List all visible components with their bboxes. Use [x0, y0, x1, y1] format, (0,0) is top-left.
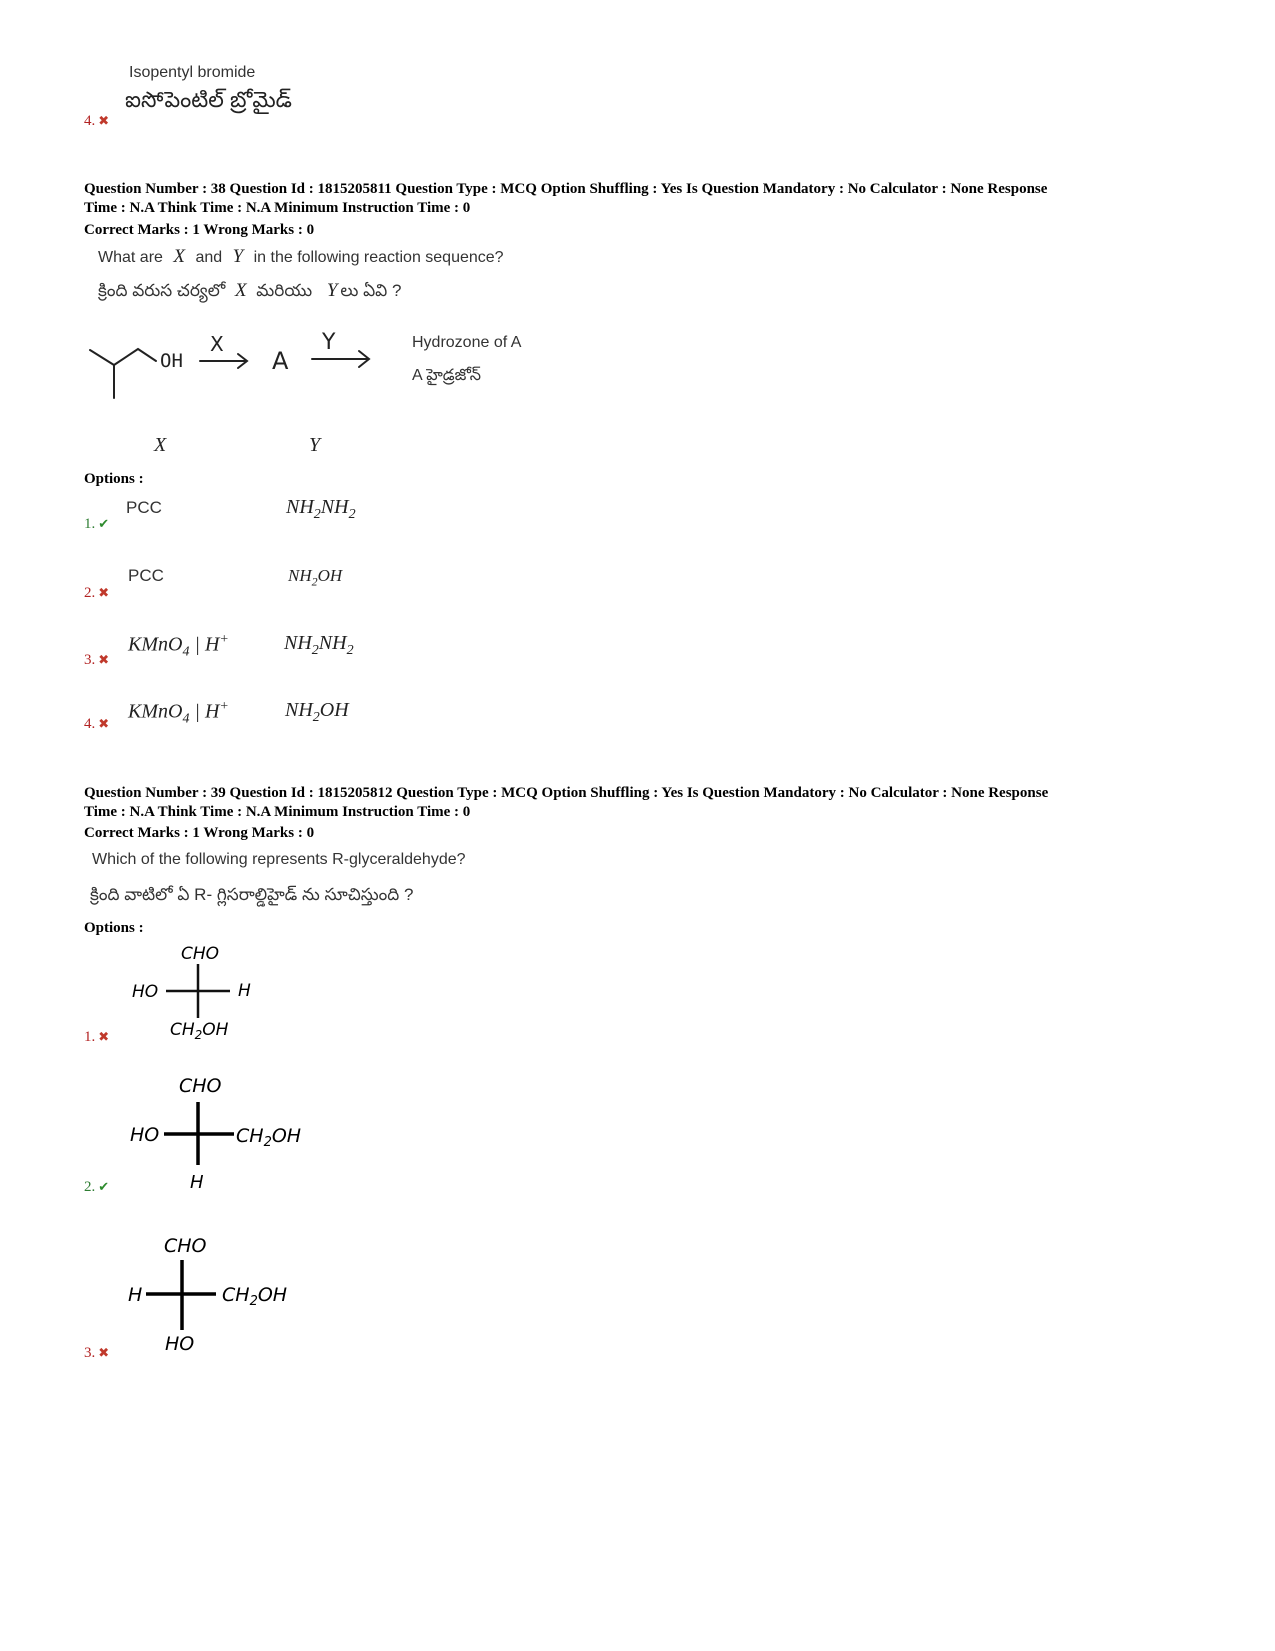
formula-part: NH: [284, 632, 312, 654]
fischer-projection: [126, 1230, 316, 1360]
options-label: Options :: [84, 920, 144, 936]
formula-subscript: 2: [311, 643, 319, 658]
fischer-right-group: H: [238, 981, 251, 1001]
question-text-te-part: లు ఏవి ?: [340, 281, 402, 300]
fischer-cross: [166, 964, 230, 1018]
options-label: Options :: [84, 471, 144, 487]
formula-part: KMnO: [128, 633, 183, 656]
variable-x: X: [234, 280, 247, 301]
formula-subscript: 2: [346, 643, 354, 658]
variable-y: Y: [326, 280, 338, 301]
fischer-bottom-group: [170, 1020, 229, 1042]
formula-subscript: 4: [182, 711, 190, 727]
column-header-y: Y: [309, 434, 321, 456]
question-text-te-part: మరియు: [256, 281, 313, 300]
formula-part: | H: [189, 700, 220, 723]
formula-subscript: 2: [263, 1135, 272, 1150]
formula-part: NH: [318, 632, 347, 654]
question-text-part: What are: [98, 249, 163, 266]
question-meta: [84, 180, 1204, 218]
question-text-part: and: [195, 249, 223, 266]
reagent-x-label: X: [210, 332, 224, 356]
question-marks: Correct Marks : 1 Wrong Marks : 0: [84, 825, 315, 841]
fischer-left-group: HO: [132, 982, 159, 1002]
option-x-value: [128, 632, 229, 661]
fischer-top-group: CHO: [179, 1075, 222, 1097]
option-number[interactable]: [84, 716, 109, 733]
hydroxyl-label: OH: [160, 350, 183, 372]
variable-x: X: [173, 246, 185, 267]
option-y-value: [288, 566, 342, 589]
cross-icon: ✖: [98, 1345, 110, 1360]
fischer-right-group: [236, 1125, 301, 1150]
reaction-scheme: [80, 325, 400, 405]
formula-part: CH: [236, 1125, 264, 1147]
fischer-cross: [164, 1102, 234, 1165]
option-number[interactable]: [84, 1029, 109, 1046]
cross-icon: ✖: [98, 585, 110, 600]
question-marks: Correct Marks : 1 Wrong Marks : 0: [84, 222, 315, 238]
option-y-value: [285, 699, 349, 726]
question-text-te: క్రింది వాటిలో ఏ R- గ్లిసరాల్డిహైడ్ ను సూచిస్తుంది ?: [90, 885, 414, 904]
formula-part: NH: [288, 566, 312, 585]
fischer-projection: [128, 940, 268, 1044]
question-meta-line1: Question Number : 38 Question Id : 1815205811 Question Type : MCQ Option Shuffling : Yes Is Question Mandatory : No Calculator : None Response: [84, 181, 1048, 197]
formula-subscript: 4: [182, 644, 190, 660]
fischer-top-group: CHO: [181, 944, 220, 964]
option-x-value: PCC: [128, 566, 164, 585]
option-number-label: 4.: [84, 716, 96, 732]
formula-part: | H: [189, 633, 220, 656]
formula-part: OH: [317, 566, 343, 585]
cross-icon: ✖: [98, 113, 110, 128]
question-text-te: [98, 280, 401, 305]
isobutanol-structure: [90, 349, 156, 398]
option-number-label: 4.: [84, 113, 96, 129]
question-text-te-part: క్రింది వరుస చర్యలో: [98, 281, 226, 300]
formula-part: NH: [286, 496, 314, 518]
option-x-value: PCC: [126, 498, 162, 517]
fischer-left-group: H: [128, 1284, 143, 1306]
option-number-label: 3.: [84, 1345, 96, 1361]
formula-subscript: 2: [313, 507, 321, 522]
intermediate-a-label: A: [272, 347, 289, 375]
option-text-en: Isopentyl bromide: [129, 64, 256, 81]
question-meta: [84, 784, 1204, 822]
formula-subscript: 2: [249, 1294, 258, 1309]
fischer-right-group: [222, 1284, 287, 1309]
cross-icon: ✖: [98, 1029, 110, 1044]
column-header-x: X: [154, 434, 167, 456]
check-icon: ✔: [98, 516, 110, 531]
question-text: [98, 246, 504, 268]
option-y-value: [284, 632, 354, 659]
formula-part: CH: [170, 1020, 195, 1040]
check-icon: ✔: [98, 1179, 110, 1194]
cross-icon: ✖: [98, 716, 110, 731]
option-number[interactable]: [84, 516, 109, 533]
cross-icon: ✖: [98, 652, 110, 667]
formula-superscript: +: [219, 632, 229, 647]
formula-part: OH: [271, 1125, 302, 1147]
option-number-label: 3.: [84, 652, 96, 668]
fischer-projection: [128, 1070, 318, 1194]
formula-part: KMnO: [128, 700, 183, 723]
option-number[interactable]: [84, 1179, 109, 1196]
fischer-top-group: CHO: [164, 1235, 207, 1257]
option-number-label: 2.: [84, 585, 96, 601]
option-number: [84, 113, 109, 130]
formula-subscript: 2: [312, 710, 320, 725]
formula-subscript: 2: [194, 1028, 203, 1042]
formula-part: OH: [319, 699, 349, 721]
question-text: Which of the following represents R-glyceraldehyde?: [92, 851, 466, 868]
arrow-1: [200, 354, 247, 368]
option-number-label: 1.: [84, 1029, 96, 1045]
fischer-left-group: HO: [130, 1124, 160, 1146]
formula-subscript: 2: [311, 574, 318, 589]
question-meta-line2: Time : N.A Think Time : N.A Minimum Instruction Time : 0: [84, 200, 471, 216]
option-number[interactable]: [84, 1345, 109, 1362]
option-number[interactable]: [84, 652, 109, 669]
formula-part: OH: [257, 1284, 288, 1306]
formula-part: CH: [222, 1284, 250, 1306]
question-meta-line1: Question Number : 39 Question Id : 1815205812 Question Type : MCQ Option Shuffling : Yes Is Question Mandatory : No Calculator : None Response: [84, 785, 1049, 801]
formula-part: NH: [285, 699, 313, 721]
question-meta-line2: Time : N.A Think Time : N.A Minimum Instruction Time : 0: [84, 804, 471, 820]
option-number-label: 2.: [84, 1179, 96, 1195]
option-text-te: ఐసోపెంటిల్ బ్రోమైడ్: [125, 87, 292, 112]
fischer-bottom-group: H: [190, 1172, 204, 1193]
product-text-te: A హైడ్రజోన్: [412, 367, 482, 384]
formula-part: OH: [202, 1020, 229, 1040]
option-number[interactable]: [84, 585, 109, 602]
formula-subscript: 2: [348, 507, 356, 522]
fischer-cross: [146, 1260, 216, 1330]
fischer-bottom-group: HO: [165, 1333, 195, 1355]
product-text-en: Hydrozone of A: [412, 334, 522, 351]
variable-y: Y: [232, 246, 244, 267]
option-y-value: [286, 496, 356, 523]
carbon-chain: [90, 349, 156, 365]
question-text-part: in the following reaction sequence?: [253, 249, 504, 266]
formula-superscript: +: [219, 699, 229, 714]
option-number-label: 1.: [84, 516, 96, 532]
reagent-y-label: Y: [322, 330, 336, 355]
formula-part: NH: [320, 496, 349, 518]
option-x-value: [128, 699, 229, 728]
arrow-2: [312, 351, 369, 367]
